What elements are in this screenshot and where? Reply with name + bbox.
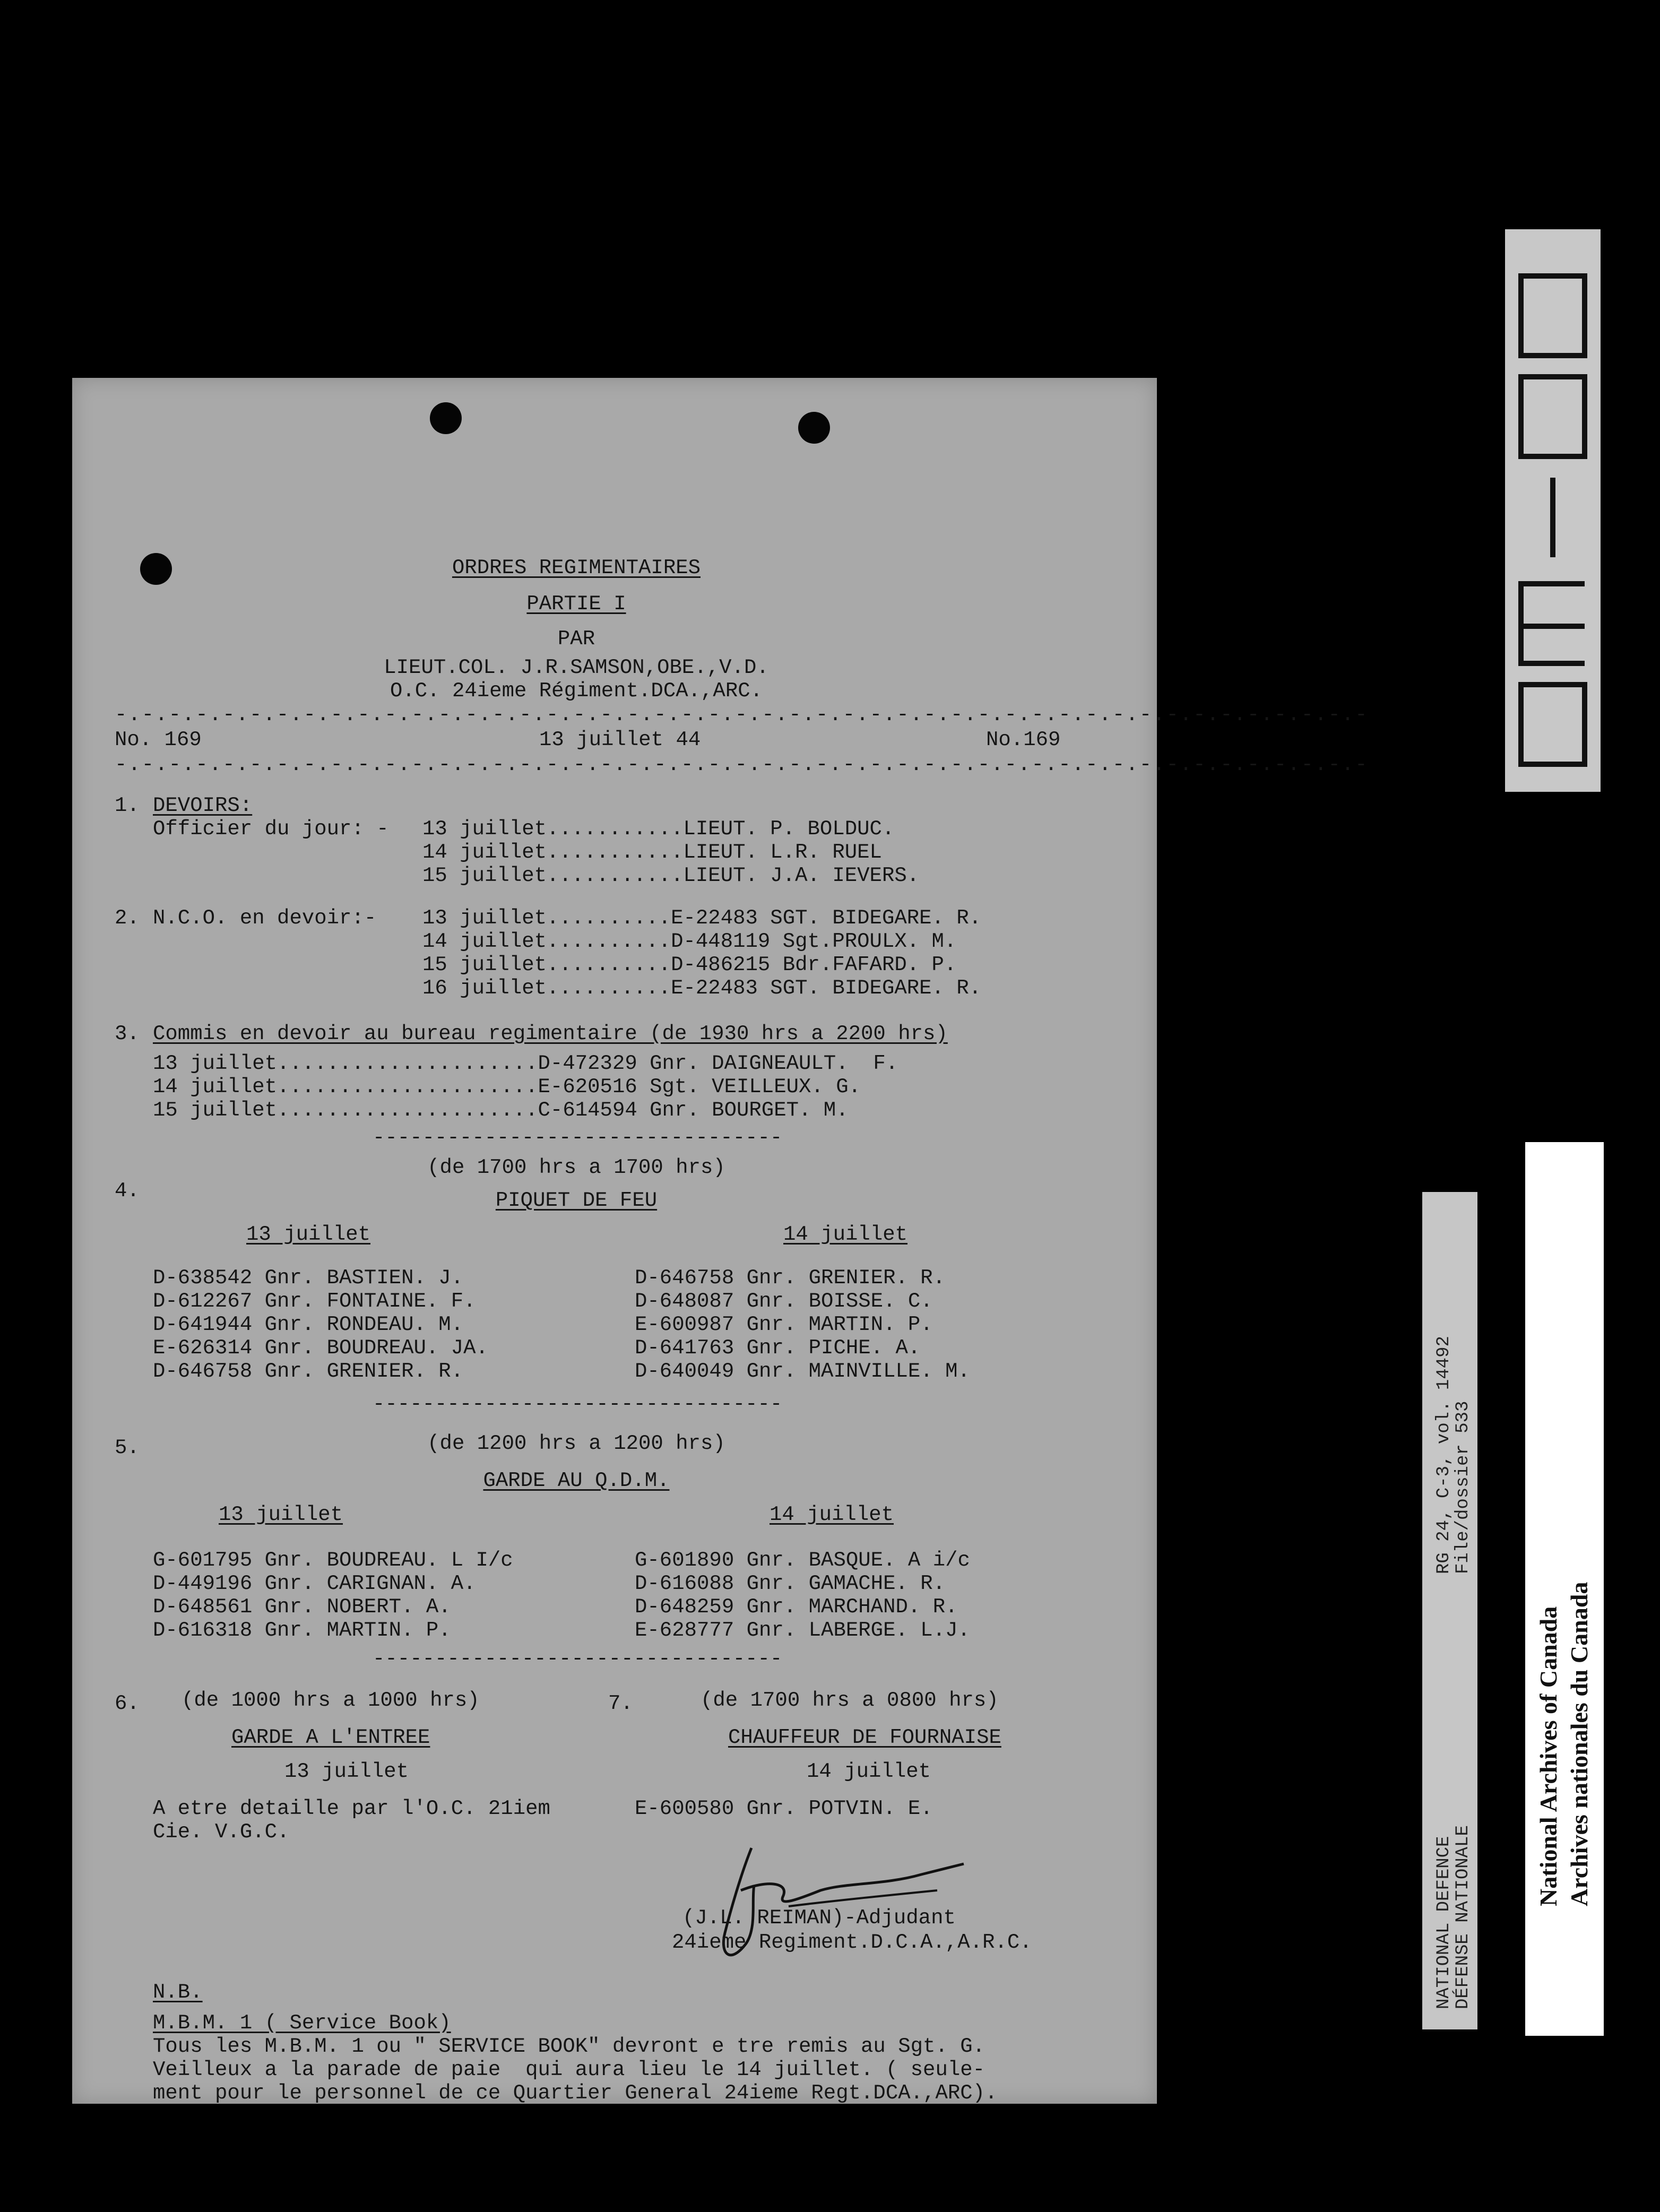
- file-reference: File/dossier 533: [1453, 1401, 1473, 1574]
- nb-text: Veilleux a la parade de paie qui aura lieu le 14 juillet. ( seule-: [153, 2058, 985, 2081]
- roster-entry: D-648087 Gnr. BOISSE. C.: [635, 1290, 933, 1313]
- roster-entry: D-612267 Gnr. FONTAINE. F.: [153, 1290, 476, 1313]
- dash-divider: ---------------------------------: [373, 1393, 783, 1416]
- section-7-title: CHAUFFEUR DE FOURNAISE: [728, 1726, 1001, 1749]
- section-5-title: GARDE AU Q.D.M.: [483, 1469, 670, 1492]
- roster-entry: D-640049 Gnr. MAINVILLE. M.: [635, 1360, 970, 1383]
- section-5-number: 5.: [115, 1436, 140, 1459]
- section-7-number: 7.: [608, 1692, 633, 1715]
- part-heading: PARTIE I: [526, 592, 626, 616]
- archives-en-label: National Archives of Canada: [1535, 1606, 1562, 1906]
- signatory-unit: 24ieme Regiment.D.C.A.,A.R.C.: [672, 1931, 1032, 1954]
- roster-entry: D-648561 Gnr. NOBERT. A.: [153, 1595, 451, 1619]
- roster-entry: D-641763 Gnr. PICHE. A.: [635, 1336, 921, 1360]
- punch-hole: [430, 402, 462, 434]
- commanding-officer: LIEUT.COL. J.R.SAMSON,OBE.,V.D.: [384, 656, 769, 679]
- officer-of-day-label: Officier du jour: -: [153, 817, 389, 841]
- section-7-text: E-600580 Gnr. POTVIN. E.: [635, 1797, 933, 1820]
- section-6-hours: (de 1000 hrs a 1000 hrs): [181, 1689, 480, 1712]
- section-6-number: 6.: [115, 1692, 140, 1715]
- archives-fr-label: Archives nationales du Canada: [1566, 1582, 1593, 1906]
- roster-entry: E-628777 Gnr. LABERGE. L.J.: [635, 1619, 970, 1642]
- roster-entry: D-648259 Gnr. MARCHAND. R.: [635, 1595, 958, 1619]
- document-page: [72, 378, 1369, 2105]
- digit-0: [1521, 276, 1585, 356]
- duty-line: 14 juillet..........D-448119 Sgt.PROULX. M.: [422, 930, 957, 953]
- reference-slip: [1422, 1192, 1477, 2029]
- nb-text: ment pour le personnel de ce Quartier General 24ieme Regt.DCA.,ARC).: [153, 2081, 998, 2105]
- section-7-hours: (de 1700 hrs a 0800 hrs): [701, 1689, 999, 1712]
- roster-entry: G-601795 Gnr. BOUDREAU. L I/c: [153, 1549, 513, 1572]
- roster-entry: D-641944 Gnr. RONDEAU. M.: [153, 1313, 464, 1336]
- section-6-text: Cie. V.G.C.: [153, 1820, 290, 1844]
- digit-9: [1521, 584, 1585, 663]
- section-4-hours: (de 1700 hrs a 1700 hrs): [427, 1156, 725, 1179]
- roster-entry: D-646758 Gnr. GRENIER. R.: [153, 1360, 464, 1383]
- nb-label: N.B.: [153, 1981, 203, 2004]
- duty-line: 16 juillet..........E-22483 SGT. BIDEGARE. R.: [422, 977, 982, 1000]
- duty-line: 14 juillet...........LIEUT. L.R. RUEL: [422, 841, 882, 864]
- duty-line: 15 juillet..........D-486215 Bdr.FAFARD. P.: [422, 953, 957, 977]
- section-6-text: A etre detaille par l'O.C. 21iem: [153, 1797, 550, 1820]
- archives-slip: [1525, 1142, 1604, 2036]
- roster-entry: G-601890 Gnr. BASQUE. A i/c: [635, 1549, 970, 1572]
- dash-divider: ---------------------------------: [373, 1647, 783, 1671]
- duty-line: 13 juillet.....................D-472329 Gnr. DAIGNEAULT. F.: [153, 1052, 898, 1075]
- roster-entry: D-616318 Gnr. MARTIN. P.: [153, 1619, 451, 1642]
- rg-reference: RG 24, C-3, vol. 14492: [1434, 1336, 1454, 1574]
- by-label: PAR: [557, 627, 595, 651]
- separator-line: -.-.-.-.-.-.-.-.-.-.-.-.-.-.-.-.-.-.-.-.-.-.-.-.-.-.-.-.-.-.-.-.-.-.-.-.-.-.-.-.-.-.-.-.-.-.-: [115, 753, 1369, 776]
- order-number-left: No. 169: [115, 728, 202, 751]
- roster-entry: D-638542 Gnr. BASTIEN. J.: [153, 1266, 464, 1290]
- duty-line: 13 juillet...........LIEUT. P. BOLDUC.: [422, 817, 895, 841]
- digit-0: [1521, 685, 1585, 764]
- order-number-right: No.169: [986, 728, 1061, 751]
- frame-number-digits: [1505, 255, 1601, 775]
- section-6-title: GARDE A L'ENTREE: [231, 1726, 430, 1749]
- column-date: 13 juillet: [219, 1503, 343, 1526]
- duty-line: 15 juillet.....................C-614594 Gnr. BOURGET. M.: [153, 1099, 849, 1122]
- column-date: 14 juillet: [770, 1503, 894, 1526]
- section-3-number: 3.: [115, 1022, 140, 1045]
- document-title: ORDRES REGIMENTAIRES: [452, 556, 701, 580]
- punch-hole: [798, 412, 830, 444]
- section-1-title: DEVOIRS:: [153, 794, 253, 817]
- roster-entry: E-600987 Gnr. MARTIN. P.: [635, 1313, 933, 1336]
- duty-line: 13 juillet..........E-22483 SGT. BIDEGARE. R.: [422, 906, 982, 930]
- nco-duty-label: N.C.O. en devoir:-: [153, 906, 377, 930]
- duty-line: 14 juillet.....................E-620516 Sgt. VEILLEUX. G.: [153, 1075, 861, 1099]
- regiment-name: O.C. 24ieme Régiment.DCA.,ARC.: [390, 679, 763, 703]
- section-3-title: Commis en devoir au bureau regimentaire (de 1930 hrs a 2200 hrs): [153, 1022, 948, 1045]
- nb-title: M.B.M. 1 ( Service Book): [153, 2011, 451, 2035]
- defense-nationale-label: DÉFENSE NATIONALE: [1453, 1825, 1473, 2009]
- section-4-title: PIQUET DE FEU: [495, 1189, 658, 1212]
- roster-entry: D-449196 Gnr. CARIGNAN. A.: [153, 1572, 476, 1595]
- order-date: 13 juillet 44: [539, 728, 701, 751]
- section-7-date: 14 juillet: [807, 1760, 931, 1783]
- digit-0: [1521, 377, 1585, 456]
- column-date: 13 juillet: [246, 1223, 371, 1246]
- section-1-number: 1.: [115, 794, 140, 817]
- dash-divider: ---------------------------------: [373, 1126, 783, 1150]
- signatory-name: (J.L. REIMAN)-Adjudant: [682, 1906, 956, 1930]
- section-2-number: 2.: [115, 906, 140, 930]
- roster-entry: E-626314 Gnr. BOUDREAU. JA.: [153, 1336, 488, 1360]
- section-4-number: 4.: [115, 1179, 140, 1203]
- section-6-date: 13 juillet: [284, 1760, 409, 1783]
- section-5-hours: (de 1200 hrs a 1200 hrs): [427, 1432, 725, 1455]
- roster-entry: D-646758 Gnr. GRENIER. R.: [635, 1266, 946, 1290]
- nb-text: Tous les M.B.M. 1 ou " SERVICE BOOK" devront e tre remis au Sgt. G.: [153, 2035, 985, 2058]
- duty-line: 15 juillet...........LIEUT. J.A. IEVERS.: [422, 864, 920, 887]
- roster-entry: D-616088 Gnr. GAMACHE. R.: [635, 1572, 946, 1595]
- column-date: 14 juillet: [783, 1223, 908, 1246]
- separator-line: -.-.-.-.-.-.-.-.-.-.-.-.-.-.-.-.-.-.-.-.-.-.-.-.-.-.-.-.-.-.-.-.-.-.-.-.-.-.-.-.-.-.-.-.-.-.-: [115, 703, 1369, 727]
- national-defence-label: NATIONAL DEFENCE: [1434, 1836, 1454, 2009]
